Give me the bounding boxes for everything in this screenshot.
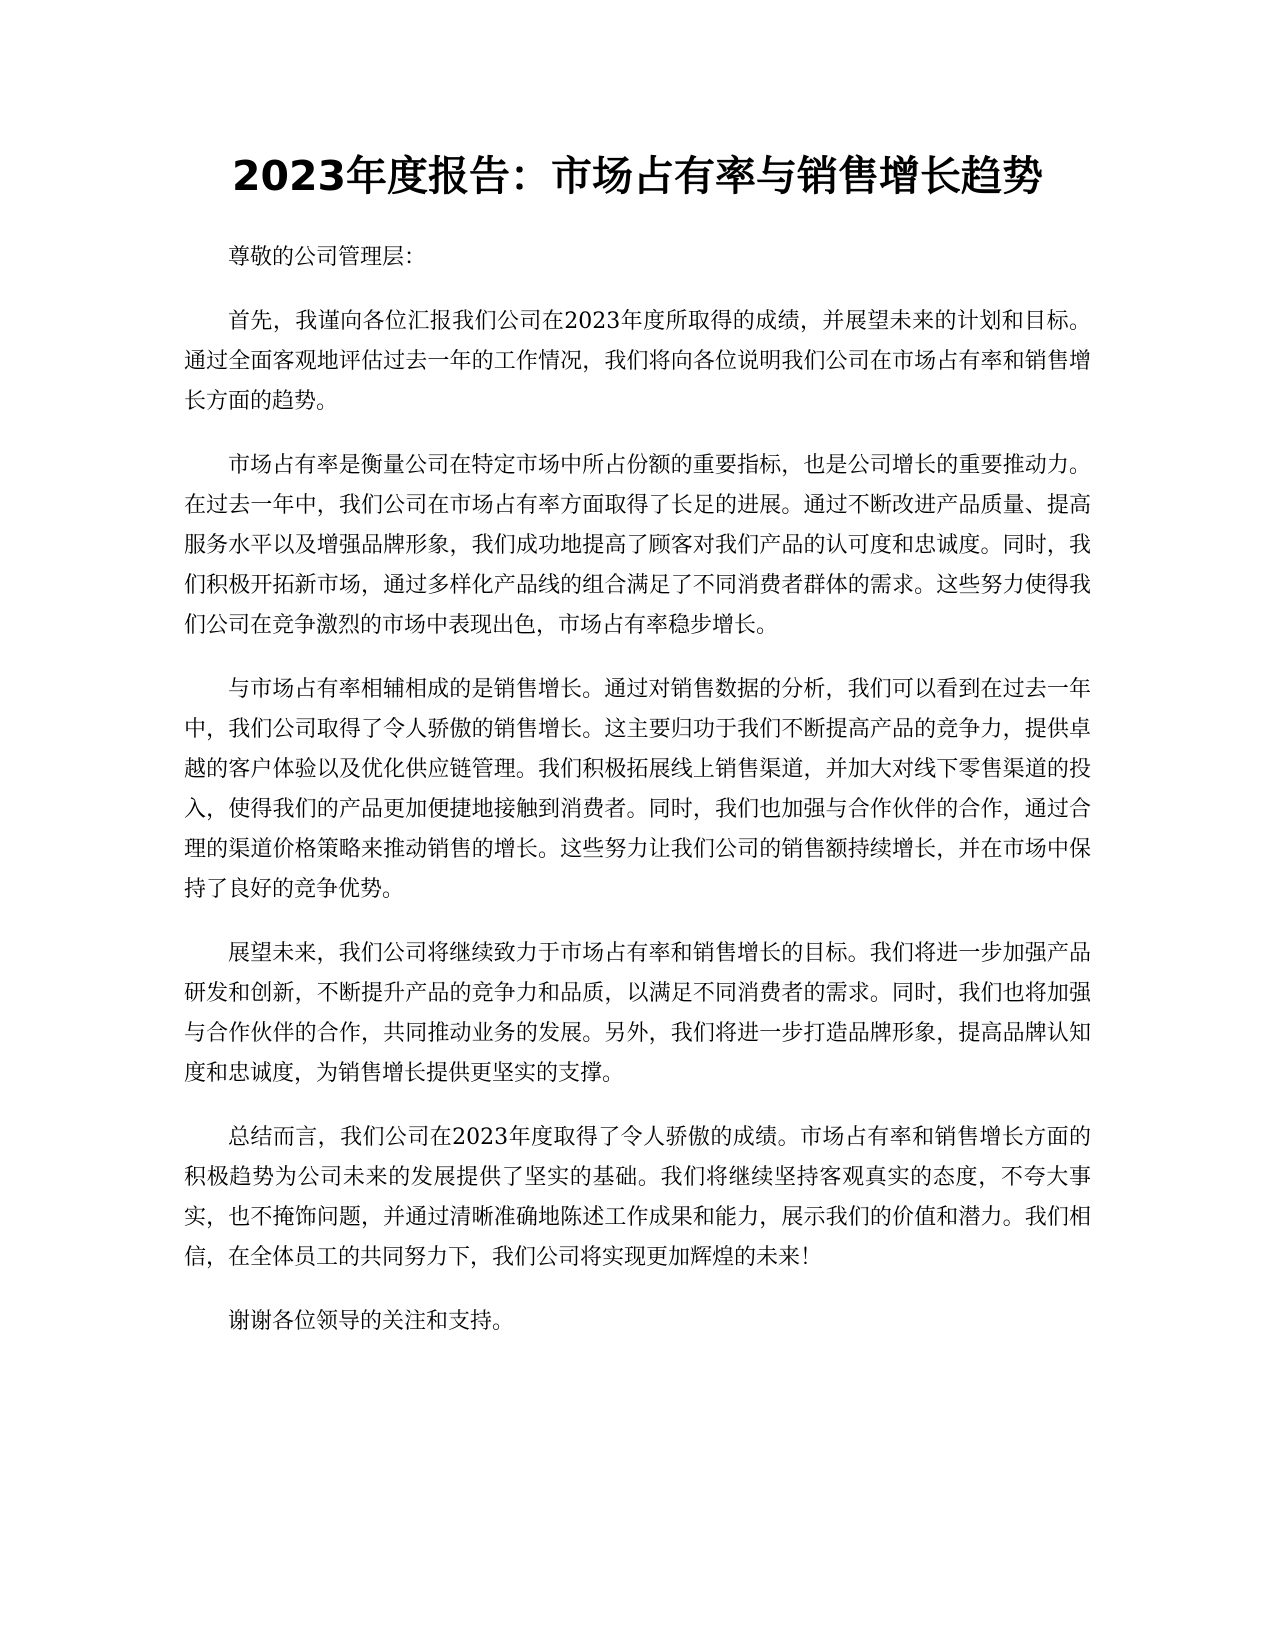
sales-growth-paragraph: 与市场占有率相辅相成的是销售增长。通过对销售数据的分析，我们可以看到在过去一年中，我们公司取得了令人骄傲的销售增长。这主要归功于我们不断提高产品的竞争力，提供卓越的客户体验以及优化供应链管理。我们积极拓展线上销售渠道，并加大对线下零售渠道的投入，使得我们的产品更加便捷地接触到消费者。同时，我们也加强与合作伙伴的合作，通过合理的渠道价格策略来推动销售的增长。这些努力让我们公司的销售额持续增长，并在市场中保持了良好的竞争优势。 — [184, 677, 1091, 902]
summary-paragraph: 总结而言，我们公司在2023年度取得了令人骄傲的成绩。市场占有率和销售增长方面的积极趋势为公司未来的发展提供了坚实的基础。我们将继续坚持客观真实的态度，不夸大事实，也不掩饰问题，并通过清晰准确地陈述工作成果和能力，展示我们的价值和潜力。我们相信，在全体员工的共同努力下，我们公司将实现更加辉煌的未来！ — [184, 1125, 1091, 1270]
market-share-paragraph: 市场占有率是衡量公司在特定市场中所占份额的重要指标，也是公司增长的重要推动力。在过去一年中，我们公司在市场占有率方面取得了长足的进展。通过不断改进产品质量、提高服务水平以及增强品牌形象，我们成功地提高了顾客对我们产品的认可度和忠诚度。同时，我们积极开拓新市场，通过多样化产品线的组合满足了不同消费者群体的需求。这些努力使得我们公司在竞争激烈的市场中表现出色，市场占有率稳步增长。 — [184, 453, 1091, 638]
salutation-paragraph: 尊敬的公司管理层： — [228, 245, 427, 270]
document-body — [184, 238, 1091, 1366]
intro-paragraph: 首先，我谨向各位汇报我们公司在2023年度所取得的成绩，并展望未来的计划和目标。通过全面客观地评估过去一年的工作情况，我们将向各位说明我们公司在市场占有率和销售增长方面的趋势。 — [184, 309, 1091, 414]
page-title: 2023年度报告：市场占有率与销售增长趋势 — [231, 152, 1044, 200]
closing-paragraph: 谢谢各位领导的关注和支持。 — [228, 1309, 515, 1334]
outlook-paragraph: 展望未来，我们公司将继续致力于市场占有率和销售增长的目标。我们将进一步加强产品研发和创新，不断提升产品的竞争力和品质，以满足不同消费者的需求。同时，我们也将加强与合作伙伴的合作，共同推动业务的发展。另外，我们将进一步打造品牌形象，提高品牌认知度和忠诚度，为销售增长提供更坚实的支撑。 — [184, 941, 1091, 1086]
